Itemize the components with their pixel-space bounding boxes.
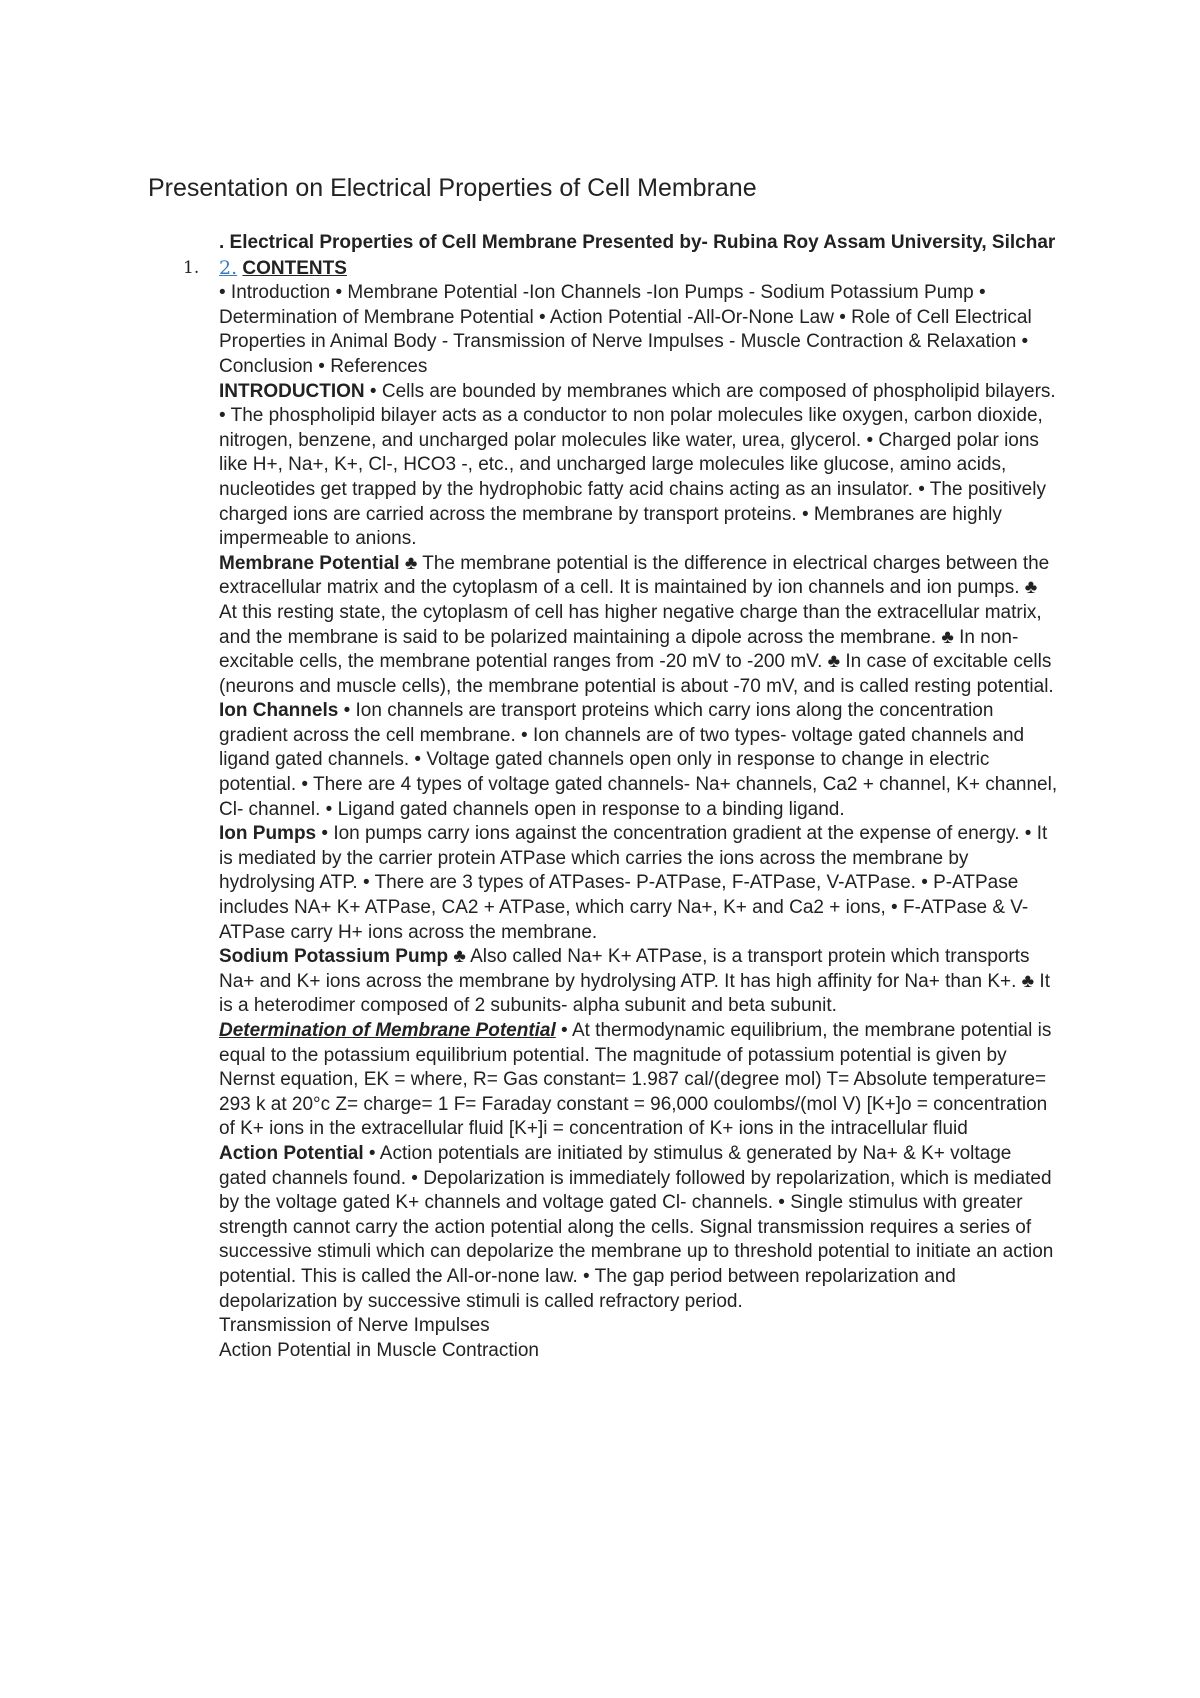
section-text: • Cells are bounded by membranes which are composed of phospholipid bilayers. • The phospholipid bilayer acts as a conductor to non polar molecules like oxygen, carbon dioxide, nitrogen, benzene, and uncharged polar molecules like water, urea, glycerol. • Charged polar ions like H+, Na+, K+, Cl-, HCO3 -, etc., and uncharged large molecules like glucose, amino acids, nucleotides get trapped by the hydrophobic fatty acid chains acting as an insulator. • The positively charged ions are carried across the membrane by transport proteins. • Membranes are highly impermeable to anions.	[219, 380, 1056, 550]
section-heading: Membrane Potential ♣	[219, 552, 418, 574]
contents-text: • Introduction • Membrane Potential -Ion Channels -Ion Pumps - Sodium Potassium Pump • Determination of Membrane Potential • Action Potential -All-Or-None Law • Role of Cell Electrical Properties in Animal Body - Transmission of Nerve Impulses - Muscle Contraction & Relaxation • Conclusion • References	[219, 282, 1032, 377]
section-heading: Determination of Membrane Potential	[219, 1020, 556, 1041]
section-determination	[219, 1019, 1059, 1142]
section-text: The membrane potential is the difference in electrical charges between the extracellular matrix and the cytoplasm of a cell. It is maintained by ion channels and ion pumps. ♣ At this resting state, the cytoplasm of cell has higher negative charge than the extracellular matrix, and the membrane is said to be polarized maintaining a dipole across the membrane. ♣ In non-excitable cells, the membrane potential ranges from -20 mV to -200 mV. ♣ In case of excitable cells (neurons and muscle cells), the membrane potential is about -70 mV, and is called resting potential.	[219, 552, 1054, 697]
section-membrane-potential	[219, 552, 1059, 700]
section-text: • Ion channels are transport proteins which carry ions along the concentration gradient across the cell membrane. • Ion channels are of two types- voltage gated channels and ligand gated channels. • Voltage gated channels open only in response to change in electric potential. • There are 4 types of voltage gated channels- Na+ channels, Ca2 + channel, K+ channel, Cl- channel. • Ligand gated channels open in response to a binding ligand.	[219, 700, 1058, 820]
section-text: Also called Na+ K+ ATPase, is a transport protein which transports Na+ and K+ ions across the membrane by hydrolysing ATP. It has high affinity for Na+ than K+. ♣ It is a heterodimer composed of 2 subunits- alpha subunit and beta subunit.	[219, 946, 1050, 1017]
section-sodium-potassium-pump	[219, 945, 1059, 1019]
trailing-line: Transmission of Nerve Impulses	[219, 1315, 490, 1337]
section-ion-channels	[219, 699, 1059, 822]
section-text: • Ion pumps carry ions against the concentration gradient at the expense of energy. • It is mediated by the carrier protein ATPase which carries the ions across the membrane by hydrolysing ATP. • There are 3 types of ATPases- P-ATPase, F-ATPase, V-ATPase. • P-ATPase includes NA+ K+ ATPase, CA2 + ATPase, which carry Na+, K+ and Ca2 + ions, • F-ATPase & V-ATPase carry H+ ions across the membrane.	[219, 823, 1048, 943]
section-ion-pumps	[219, 822, 1059, 945]
contents-number-link[interactable]: 2.	[219, 256, 238, 279]
contents-label: CONTENTS	[242, 257, 347, 279]
trailing-line: Action Potential in Muscle Contraction	[219, 1339, 539, 1361]
section-heading: Action Potential	[219, 1142, 364, 1164]
header-block: . Electrical Properties of Cell Membrane Presented by- Rubina Roy Assam University, Silchar	[219, 232, 1056, 253]
document-body	[183, 231, 1059, 1363]
section-text: • Action potentials are initiated by stimulus & generated by Na+ & K+ voltage gated channels found. • Depolarization is immediately followed by repolarization, which is mediated by the voltage gated K+ channels and voltage gated Cl- channels. • Single stimulus with greater strength cannot carry the action potential along the cells. Signal transmission requires a series of successive stimuli which can depolarize the membrane up to threshold potential to initiate an action potential. This is called the All-or-none law. • The gap period between repolarization and depolarization by successive stimuli is called refractory period.	[219, 1142, 1054, 1312]
section-action-potential	[219, 1142, 1059, 1314]
list-marker: 1.	[183, 257, 200, 278]
section-heading: Ion Channels	[219, 700, 339, 722]
section-heading: Sodium Potassium Pump ♣	[219, 946, 466, 968]
section-text: • At thermodynamic equilibrium, the membrane potential is equal to the potassium equilibrium potential. The magnitude of potassium potential is given by Nernst equation, EK = where, R= Gas constant= 1.987 cal/(degree mol) T= Absolute temperature= 293 k at 20°c Z= charge= 1 F= Faraday constant = 96,000 coulombs/(mol V) [K+]o = concentration of K+ ions in the extracellular fluid [K+]i = concentration of K+ ions in the intracellular fluid	[219, 1020, 1052, 1140]
section-heading: Ion Pumps	[219, 823, 317, 845]
document-title: Presentation on Electrical Properties of Cell Membrane	[148, 174, 757, 202]
contents-heading-line	[183, 256, 1059, 282]
section-introduction	[219, 380, 1059, 552]
section-heading: INTRODUCTION	[219, 380, 365, 402]
